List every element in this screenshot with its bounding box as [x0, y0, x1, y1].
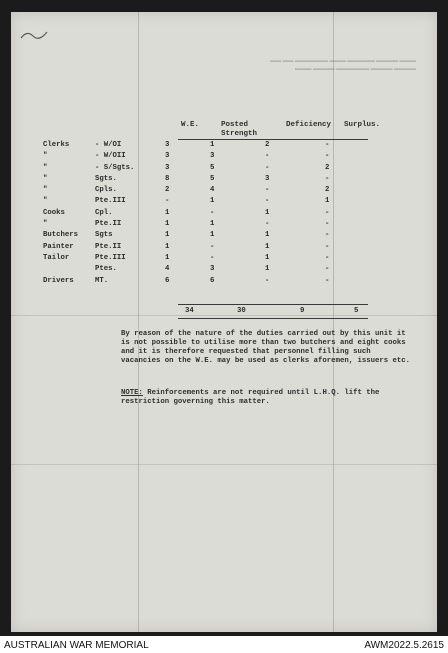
- unit-cell: Tailor: [43, 253, 70, 262]
- surplus-cell: -: [325, 276, 330, 285]
- posted-cell: 1: [210, 231, 215, 240]
- surplus-cell: -: [325, 174, 330, 183]
- posted-cell: 3: [210, 265, 215, 274]
- unit-cell: ": [43, 220, 48, 229]
- unit-cell: Clerks: [43, 141, 70, 149]
- corner-mark: [19, 28, 51, 42]
- rank-cell: Ptes.: [95, 265, 117, 274]
- we-cell: 3: [165, 141, 170, 149]
- we-cell: 3: [165, 152, 170, 161]
- header-surplus: Surplus.: [344, 121, 381, 129]
- posted-cell: 1: [210, 220, 215, 229]
- deficiency-cell: -: [265, 152, 270, 161]
- surplus-cell: -: [325, 231, 330, 240]
- unit-cell: ": [43, 174, 48, 183]
- we-cell: -: [165, 197, 170, 206]
- footer-reference: AWM2022.5.2615: [364, 640, 444, 651]
- deficiency-cell: 1: [265, 231, 270, 240]
- surplus-cell: -: [325, 253, 330, 262]
- table-row: [43, 231, 355, 242]
- rank-cell: Pte.III: [95, 197, 126, 206]
- deficiency-cell: 1: [265, 208, 270, 217]
- we-cell: 1: [165, 220, 170, 229]
- surplus-cell: -: [325, 141, 330, 149]
- we-cell: 1: [165, 253, 170, 262]
- posted-cell: 5: [210, 174, 215, 183]
- header-we: W.E.: [181, 121, 200, 129]
- unit-cell: Painter: [43, 242, 74, 251]
- document-page: [11, 12, 437, 632]
- rank-cell: Pte.II: [95, 242, 122, 251]
- deficiency-cell: -: [265, 186, 270, 195]
- posted-cell: 4: [210, 186, 215, 195]
- deficiency-cell: 2: [265, 141, 270, 149]
- header-strength: Strength: [221, 130, 258, 138]
- total-posted: 30: [237, 307, 246, 315]
- surplus-cell: -: [325, 265, 330, 274]
- we-cell: 1: [165, 208, 170, 217]
- surplus-cell: -: [325, 220, 330, 229]
- we-cell: 1: [165, 231, 170, 240]
- rank-cell: - W/OII: [95, 152, 126, 161]
- rank-cell: - S/Sgts.: [95, 163, 135, 172]
- body-paragraph: By reason of the nature of the duties carried out by this unit it is not possible to utilise more than two butchers and eight cooks and it is therefore requested that personnel filling such vacancies on the W.E. may be used as clerks aforemen, issuers etc.: [121, 330, 411, 366]
- table-row: [43, 209, 355, 220]
- we-cell: 2: [165, 186, 170, 195]
- unit-cell: Drivers: [43, 276, 74, 285]
- surplus-cell: -: [325, 208, 330, 217]
- totals-bottom-rule: [178, 318, 368, 319]
- table-row: [43, 243, 355, 254]
- note-text: Reinforcements are not required until L.H.Q. lift the restriction governing this matter.: [121, 389, 380, 407]
- deficiency-cell: 3: [265, 174, 270, 183]
- posted-cell: -: [210, 242, 215, 251]
- unit-cell: ": [43, 163, 48, 172]
- deficiency-cell: -: [265, 163, 270, 172]
- rank-cell: Cpl.: [95, 208, 113, 217]
- unit-cell: Butchers: [43, 231, 79, 240]
- table-row: [43, 254, 355, 265]
- posted-cell: 1: [210, 141, 215, 149]
- deficiency-cell: -: [265, 220, 270, 229]
- we-cell: 6: [165, 276, 170, 285]
- deficiency-cell: 1: [265, 265, 270, 274]
- posted-cell: 3: [210, 152, 215, 161]
- rank-cell: Sgts.: [95, 174, 117, 183]
- rank-cell: MT.: [95, 276, 109, 285]
- note-label: NOTE:: [121, 389, 143, 397]
- table-row: [43, 277, 355, 288]
- we-cell: 8: [165, 174, 170, 183]
- total-deficiency: 9: [300, 307, 305, 315]
- rank-cell: Pte.III: [95, 253, 126, 262]
- unit-cell: ": [43, 186, 48, 195]
- posted-cell: 6: [210, 276, 215, 285]
- we-cell: 4: [165, 265, 170, 274]
- surplus-cell: 2: [325, 163, 330, 172]
- rank-cell: Pte.II: [95, 220, 122, 229]
- rank-cell: Sgts: [95, 231, 113, 240]
- posted-cell: 1: [210, 197, 215, 206]
- table-row: [43, 197, 355, 208]
- rank-cell: Cpls.: [95, 186, 117, 195]
- bleed-through-text: ▬▬▬ ▬▬▬▬ ▬▬▬▬▬ ▬▬▬ ▬▬▬▬▬▬ ▬▬ ▬▬ ▬▬▬▬ ▬▬▬▬ ▬▬▬▬▬▬ ▬▬▬▬ ▬▬▬: [270, 58, 416, 72]
- posted-cell: -: [210, 208, 215, 217]
- staff-table: [43, 141, 355, 288]
- fold-line: [11, 464, 437, 465]
- total-we: 34: [185, 307, 194, 315]
- fold-line: [138, 12, 139, 632]
- table-row: [43, 141, 355, 152]
- header-deficiency: Deficiency: [286, 121, 332, 129]
- table-row: [43, 186, 355, 197]
- surplus-cell: 2: [325, 186, 330, 195]
- unit-cell: ": [43, 152, 48, 161]
- table-row: [43, 152, 355, 163]
- totals-rule: [178, 304, 368, 305]
- surplus-cell: -: [325, 242, 330, 251]
- table-row: [43, 164, 355, 175]
- table-row: [43, 265, 355, 276]
- posted-cell: -: [210, 253, 215, 262]
- deficiency-cell: 1: [265, 253, 270, 262]
- footer-institution: AUSTRALIAN WAR MEMORIAL: [4, 640, 149, 651]
- unit-cell: Cooks: [43, 208, 65, 217]
- we-cell: 3: [165, 163, 170, 172]
- deficiency-cell: -: [265, 197, 270, 206]
- unit-cell: ": [43, 197, 48, 206]
- deficiency-cell: 1: [265, 242, 270, 251]
- note-paragraph: [121, 389, 411, 407]
- header-rule: [178, 139, 368, 140]
- total-surplus: 5: [354, 307, 359, 315]
- fold-line: [333, 12, 334, 632]
- surplus-cell: 1: [325, 197, 330, 206]
- surplus-cell: -: [325, 152, 330, 161]
- fold-line: [11, 315, 437, 316]
- unit-cell: [43, 265, 95, 276]
- we-cell: 1: [165, 242, 170, 251]
- header-posted: Posted: [221, 121, 249, 129]
- rank-cell: - W/OI: [95, 141, 122, 149]
- posted-cell: 5: [210, 163, 215, 172]
- table-row: [43, 220, 355, 231]
- table-row: [43, 175, 355, 186]
- footer-bar: [0, 636, 448, 653]
- deficiency-cell: -: [265, 276, 270, 285]
